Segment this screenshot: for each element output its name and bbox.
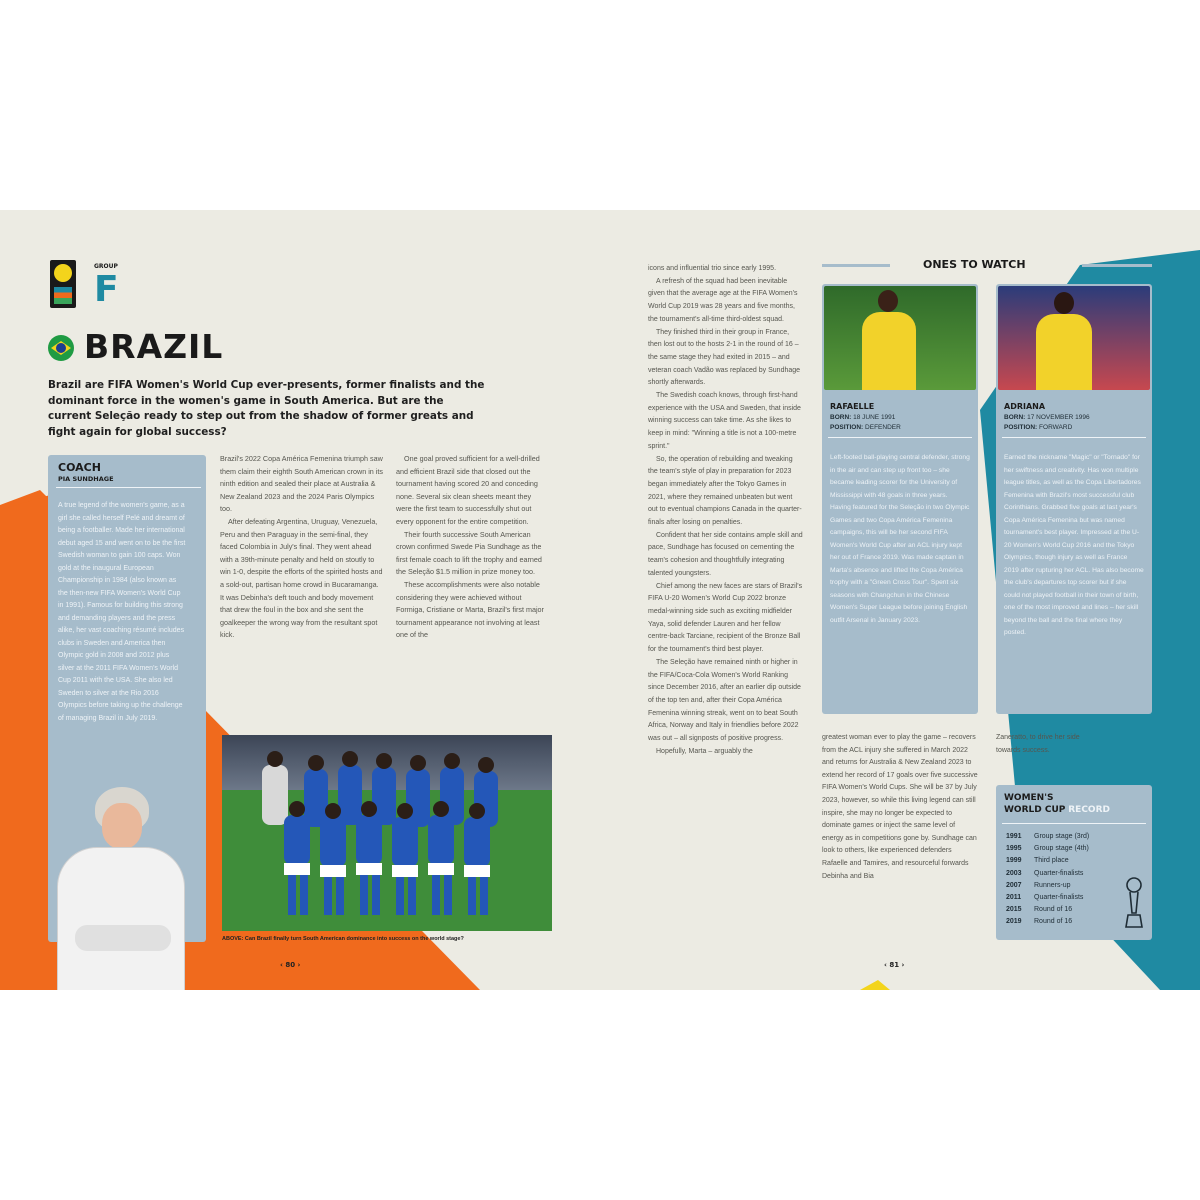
record-row: 2011 Quarter-finalists <box>1006 894 1084 902</box>
column-3 <box>396 453 548 642</box>
column-6 <box>996 732 1086 757</box>
player-photo <box>824 286 976 390</box>
coach-bio: A true legend of the women's game, as a girl she called herself Pelé and dreamt of being a footballer. Made her international debut aged 15 and went on to be the first Swedish woman to gain 100 caps. Won gold at the inaugural European Championship in 1984 (also known as the then-new FIFA Women's World Cup in 1991). Famous for building this strong and demanding players and the press alike, her vast coaching résumé includes clubs in Sweden and America then Olympic gold in 2008 and 2012 plus silver at the 2011 FIFA Women's World Cup 2011 with the USA. She also led Sweden to silver at the Rio 2016 Olympics before taking up the challenge of managing Brazil in July 2019. <box>58 502 186 722</box>
paragraph: They finished third in their group in France, then lost out to the hosts 2-1 in the round of 16 – the same stage they had exited in 2015 – and veteran coach Vadão was replaced by Sundhage shortly afterwards. <box>648 328 801 387</box>
born-value: 17 NOVEMBER 1996 <box>1027 414 1090 421</box>
book-spread <box>0 210 1200 990</box>
paragraph: So, the operation of rebuilding and tweaking the team's style of play in preparation for 2023 began immediately after the Tokyo Games in 2021, where they remained unbeaten but went out to eventual champions Canada in the quarter-finals after losing on penalties. <box>648 455 802 527</box>
position-value: FORWARD <box>1039 424 1073 431</box>
column-2 <box>220 453 384 642</box>
team-photo <box>222 735 552 931</box>
record-row: 1999 Third place <box>1006 857 1069 865</box>
ones-to-watch-rule-left <box>822 264 890 267</box>
coach-arms <box>75 925 171 951</box>
born-label: BORN: <box>830 414 852 421</box>
page-number-right-value: 81 <box>889 961 900 969</box>
player-card <box>996 284 1152 714</box>
position-label: POSITION: <box>1004 424 1038 431</box>
record-row: 2019 Round of 16 <box>1006 918 1073 926</box>
page-number-right <box>884 961 904 969</box>
paragraph: Chief among the new faces are stars of Brazil's FIFA U-20 Women's World Cup 2022 bronze medal-winning side such as exciting midfielder Yaya, solid defender Lauren and her fellow centre-back Tarciane, recipient of the Bronze Ball for the tournament's third best player. <box>648 582 803 654</box>
paragraph: Hopefully, Marta – arguably the <box>656 747 753 755</box>
coach-heading: COACH <box>58 461 101 474</box>
logo-emblem <box>54 264 72 282</box>
record-heading-bold: WORLD CUP <box>1004 805 1066 815</box>
player-bio: Earned the nickname "Magic" or "Tornado" for her swiftness and creativity. Has won multiple league titles, as well as the Copa Libertadores Femenina with Brazil's most successful club Corinthians. Grabbed five goals at last year's Copa América Femenina but was named tournament's best player. Impressed at the U-20 Women's World Cup 2016 and the Tokyo Olympics, though injury as well as France 2019 after rupturing her ACL. Has also become the club's departures top scorer but if she could not played football in their town of birth, one of the most improved and lines – her skill beyond the ball and the final where they posted. <box>1004 454 1144 636</box>
chevron-right-icon: › <box>295 961 301 969</box>
born-label: BORN: <box>1004 414 1026 421</box>
record-row: 2003 Quarter-finalists <box>1006 869 1084 877</box>
photo-caption: ABOVE: Can Brazil finally turn South American dominance into success on the world stage? <box>222 936 464 942</box>
logo-stripes <box>54 287 72 304</box>
intro-text: Brazil are FIFA Women's World Cup ever-presents, former finalists and the dominant force in the women's game in South America. But are the current Seleção ready to step out from the shadow of former greats and fight again for global success? <box>48 379 485 438</box>
paragraph: After defeating Argentina, Uruguay, Venezuela, Peru and then Paraguay in the semi-final, they faced Colombia in July's final. They went ahead with a 39th-minute penalty and held on stoutly to win 1-0, despite the efforts of the spirited hosts and a sold-out, partisan home crowd in Bucaramanga. It was Debinha's deft touch and body movement that drew the foul in the box and she sent the goalkeeper the wrong way from the resultant spot kick. <box>220 516 383 640</box>
player-card <box>822 284 978 714</box>
paragraph: Zaneratto, to drive her side towards success. <box>996 734 1080 754</box>
position-label: POSITION: <box>830 424 864 431</box>
paragraph: The Seleção have remained ninth or higher in the FIFA/Coca-Cola Women's World Ranking since December 2016, after an earlier dip outside of the top ten and, after their Copa América Femenina winning streak, went on to beat South Africa, Norway and Italy in friendlies before 2022 was out – all signposts of positive progress. <box>648 658 801 743</box>
record-row: 1995 Group stage (4th) <box>1006 845 1089 853</box>
brazil-flag-icon <box>48 335 74 361</box>
coach-jacket <box>57 847 185 990</box>
player-position <box>1004 424 1072 431</box>
record-row: 1991 Group stage (3rd) <box>1006 833 1090 840</box>
players-group <box>222 735 552 931</box>
player-position <box>830 424 901 431</box>
paragraph: Confident that her side contains ample skill and pace, Sundhage has focused on cementing the team's cohesion and thoughtfully integrating talented youngsters. <box>648 531 803 577</box>
player-name: ADRIANA <box>1004 402 1046 411</box>
page-number-left-value: 80 <box>285 961 296 969</box>
paragraph: A refresh of the squad had been inevitable given that the average age at the FIFA Women's World Cup 2019 was 28 years and five months, the tournament's all-time third-oldest squad. <box>648 277 798 323</box>
column-4 <box>648 263 804 758</box>
paragraph: The Swedish coach knows, through first-hand experience with the USA and Sweden, that inside winning success can take time. As she likes to keep in mind: "Winning a title is not a 100-metre sprint." <box>648 392 801 450</box>
paragraph: Their fourth successive South American crown confirmed Swede Pia Sundhage as the first female coach to lift the trophy and earned the Seleção $1.5 million in prize money too. <box>396 529 542 577</box>
record-heading-line1: WOMEN'S <box>1004 793 1054 803</box>
paragraph: One goal proved sufficient for a well-drilled and efficient Brazil side that closed out the tournament having scored 20 and conceding none. Several six clean sheets meant they were the first team to successfully shut out every opponent for the entire competition. <box>396 454 540 526</box>
trophy-icon <box>1124 875 1144 931</box>
paragraph: greatest woman ever to play the game – recovers from the ACL injury she suffered in March 2022 and returns for Australia & New Zealand 2023 to extend her record of 17 goals over five successive FIFA Women's World Cups. She will be 37 by July 2023, however, so while this living legend can still inspire, she may no longer be expected to dominate games or inject the same level of energy as in competitions gone by. Sundhage can look to others, like experienced defenders Rafaelle and Tamires, and resourceful forwards Debinha and Bia <box>822 734 978 880</box>
column-5 <box>822 732 978 883</box>
position-value: DEFENDER <box>865 424 901 431</box>
record-row: 2015 Round of 16 <box>1006 906 1073 914</box>
born-value: 18 JUNE 1991 <box>853 414 896 421</box>
coach-name: PIA SUNDHAGE <box>58 475 114 483</box>
player-bio: Left-footed ball-playing central defender, strong in the air and can step up front too – she became leading scorer for the University of Mississippi with 48 goals in three years. Having featured for the Seleção in two Olympic Games and two Copa América Femenina campaigns, this will be her second FIFA Women's World Cup after an ACL injury kept her out of France 2019. Was made captain in Marta's absence and lifted the Copa América trophy with a "Green Cross Tour". Spent six seasons with Changchun in the Chinese Women's Super League before joining English outfit Arsenal in January 2023. <box>830 454 970 624</box>
player-born <box>830 414 895 421</box>
record-list <box>1006 831 1116 929</box>
player-name: RAFAELLE <box>830 402 875 411</box>
record-row: 2007 Runners-up <box>1006 881 1071 889</box>
world-cup-record-panel <box>996 785 1152 940</box>
record-heading-line2 <box>1004 805 1110 815</box>
group-letter: F <box>94 269 119 310</box>
chevron-right-icon: › <box>899 961 905 969</box>
record-heading-suffix: RECORD <box>1068 805 1110 815</box>
coach-face <box>102 803 142 849</box>
paragraph: These accomplishments were also notable considering they were achieved without Formiga, Cristiane or Marta, Brazil's first major tournament appearance not involving at least one of the <box>396 579 544 640</box>
page-title: BRAZIL <box>84 327 224 366</box>
ones-to-watch-heading: ONES TO WATCH <box>923 258 1026 271</box>
paragraph: icons and influential trio since early 1995. <box>648 265 777 272</box>
chevron-left-icon: ‹ <box>280 961 286 969</box>
group-label: GROUP <box>94 263 118 270</box>
player-born <box>1004 414 1090 421</box>
tournament-logo <box>50 260 76 308</box>
coach-photo <box>55 785 185 990</box>
player-photo <box>998 286 1150 390</box>
page-number-left <box>280 961 300 969</box>
chevron-left-icon: ‹ <box>884 961 890 969</box>
paragraph: Brazil's 2022 Copa América Femenina triumph saw them claim their eighth South American crown in its ninth edition and sealed their place at Australia & New Zealand 2023 and the 2024 Paris Olympics too. <box>220 454 383 514</box>
yellow-shape <box>860 980 890 990</box>
ones-to-watch-rule-right <box>1082 264 1152 267</box>
